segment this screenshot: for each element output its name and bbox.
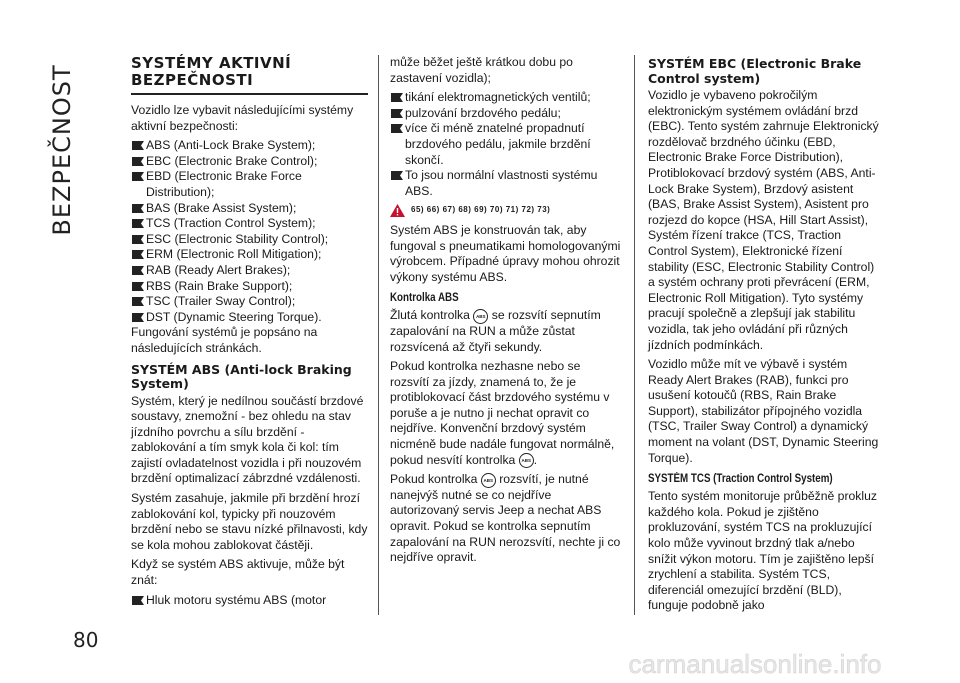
column-divider — [378, 55, 379, 615]
page-number: 80 — [73, 628, 99, 652]
tcs-paragraph-1: Tento systém monitoruje průběžně prokluz každého kola. Pokud je zjištěno prokluzování, systém TCS na prokluzující kolo může vyvinout brzdný tlak a/nebo snížit výkon motoru. Tím je zajištěno lepší zrychlení a stabilita. Systém TCS, diferenciál omezující brzdění (BLD), funguje podobně jako — [648, 489, 877, 613]
list-item: To jsou normální vlastnosti systému ABS. — [390, 168, 622, 199]
heading-active-safety: SYSTÉMY AKTIVNÍ BEZPEČNOSTI — [131, 55, 368, 95]
ebc-paragraph-1: Vozidlo je vybaveno pokročilým elektronickým systémem ovládání brzd (EBC). Tento systém zahrnuje Elektronický rozdělovač brzdného účinku (EBD, Electronic Brake Force Distribution), Protiblokovací brzdový systém (ABS, Anti-Lock Brake System), Brzdový asistent (BAS, Brake Assist System), Asistent pro rozjezd do kopce (HSA, Hill Start Assist), Systém řízení trakce (TCS, Traction Control System), Elektronické řízení stability (ESC, Electronic Stability Control) a systém ochrany proti převrácení (ERM, Electronic Roll Mitigation). Tyto systémy pracují společně a zlepšují jak stabilitu vozidla, tak jeho ovládání při různých jízdních podmínkách. — [648, 88, 879, 352]
abs-lamp-icon: ABS — [473, 309, 488, 324]
list-item: Hluk motoru systému ABS (motor — [131, 593, 368, 609]
list-item: EBC (Electronic Brake Control); — [131, 154, 368, 170]
flag-bullet-icon — [132, 313, 144, 322]
abs-effects-list-continued — [390, 90, 622, 199]
svg-text:carmanualsonline.info: carmanualsonline.info — [628, 650, 882, 679]
list-item: ABS (Anti-Lock Brake System); — [131, 138, 368, 154]
intro-paragraph: Vozidlo lze vybavit následujícími systémy aktivní bezpečnosti: — [131, 103, 354, 133]
flag-bullet-icon — [391, 124, 403, 133]
list-item: DST (Dynamic Steering Torque). — [131, 310, 368, 326]
flag-bullet-icon — [132, 250, 144, 259]
heading-tcs: SYSTÉM TCS (Traction Control System) — [648, 473, 833, 486]
list-item: RBS (Rain Brake Support); — [131, 279, 368, 295]
warning-refs-text: 65) 66) 67) 68) 69) 70) 71) 72) 73) — [411, 205, 551, 215]
list-item: RAB (Ready Alert Brakes); — [131, 263, 368, 279]
heading-abs: SYSTÉM ABS (Anti-lock Braking System) — [131, 361, 352, 391]
after-list-paragraph: Fungování systémů je popsáno na následujících stránkách. — [131, 325, 318, 355]
heading-ebc: SYSTÉM EBC (Electronic Brake Control system) — [648, 56, 862, 86]
flag-bullet-icon — [132, 172, 144, 181]
flag-bullet-icon — [132, 596, 144, 605]
abs-construction-paragraph: Systém ABS je konstruován tak, aby fungoval s pneumatikami homologovanými výrobcem. Případné úpravy mohou ohrozit výkony systému ABS. — [390, 222, 621, 284]
list-item: TSC (Trailer Sway Control); — [131, 294, 368, 310]
list-item: ESC (Electronic Stability Control); — [131, 232, 368, 248]
flag-bullet-icon — [132, 157, 144, 166]
column-1 — [131, 55, 368, 608]
section-title-vertical: BEZPEČNOST — [48, 64, 76, 236]
list-item: ERM (Electronic Roll Mitigation); — [131, 247, 368, 263]
list-item: TCS (Traction Control System); — [131, 216, 368, 232]
flag-bullet-icon — [132, 141, 144, 150]
abs-paragraph-1: Systém, který je nedílnou součástí brzdové soustavy, znemožní - bez ohledu na stav jízdního povrchu a sílu brzdění - zablokování a tím smyk kola či kol: tím zajistí ovladatelnost vozidla i při nouzovém brzdění optimalizací zábrzdné vzdálenosti. — [131, 393, 364, 486]
heading-abs-lamp: Kontrolka ABS — [390, 292, 459, 305]
continued-paragraph: může běžet ještě krátkou dobu po zastavení vozidla); — [390, 55, 573, 85]
list-item: BAS (Brake Assist System); — [131, 201, 368, 217]
flag-bullet-icon — [132, 235, 144, 244]
lamp-paragraph-2: Pokud kontrolka nezhasne nebo se rozsvítí za jízdy, znamená to, že je protiblokovací část brzdového systému v poruše a je nutno ji nechat opravit co nejdříve. Konvenční brzdový systém nicméně bude nadále fungovat normálně, pokud nesvítí kontrolka ABS . — [390, 359, 615, 467]
flag-bullet-icon — [391, 93, 403, 102]
list-item: pulzování brzdového pedálu; — [390, 106, 622, 122]
abs-lamp-icon: ABS — [481, 473, 496, 488]
column-2 — [390, 55, 622, 570]
ebc-paragraph-2: Vozidlo může mít ve výbavě i systém Ready Alert Brakes (RAB), funkci pro usušení kotoučů (RBS, Rain Brake Support), stabilizátor přípojného vozidla (TSC, Trailer Sway Control) a dynamický moment na volant (DST, Dynamic Steering Torque). — [648, 357, 879, 465]
abs-paragraph-2: Systém zasahuje, jakmile při brzdění hrozí zablokování kol, typicky při nouzovém brzdění nebo se stavu nízké přilnavosti, kdy se kola mohou zablokovat částěji. — [131, 491, 368, 552]
flag-bullet-icon — [132, 266, 144, 275]
list-item: tikání elektromagnetických ventilů; — [390, 90, 622, 106]
flag-bullet-icon — [132, 282, 144, 291]
abs-effects-list — [131, 593, 368, 609]
warning-references — [390, 202, 622, 218]
column-3 — [648, 55, 883, 618]
flag-bullet-icon — [391, 171, 403, 180]
abs-paragraph-3: Když se systém ABS aktivuje, může být znát: — [131, 557, 345, 588]
flag-bullet-icon — [132, 297, 144, 306]
flag-bullet-icon — [132, 204, 144, 213]
flag-bullet-icon — [391, 109, 403, 118]
list-item: více či méně znatelné propadnutí brzdového pedálu, jakmile brzdění skončí. — [390, 121, 622, 168]
lamp-paragraph-3: Pokud kontrolka ABS rozsvítí, je nutné nanejvýš nutné se co nejdříve autorizovaný servis Jeep a nechat ABS opravit. Pokud se kontrolka sepnutím zapalování na RUN nerozsvítí, nechte ji co nejdříve opravit. — [390, 472, 621, 565]
flag-bullet-icon — [132, 219, 144, 228]
systems-list — [131, 138, 368, 325]
warning-triangle-icon — [390, 204, 405, 217]
lamp-paragraph-1: Žlutá kontrolka ABS se rozsvítí sepnutím zapalování na RUN a může zůstat rozsvícená až čtyři sekundy. — [390, 308, 601, 354]
abs-lamp-icon: ABS — [519, 453, 534, 468]
watermark-logo — [565, 650, 945, 680]
column-divider — [634, 55, 635, 615]
list-item: EBD (Electronic Brake Force Distribution); — [131, 169, 368, 200]
